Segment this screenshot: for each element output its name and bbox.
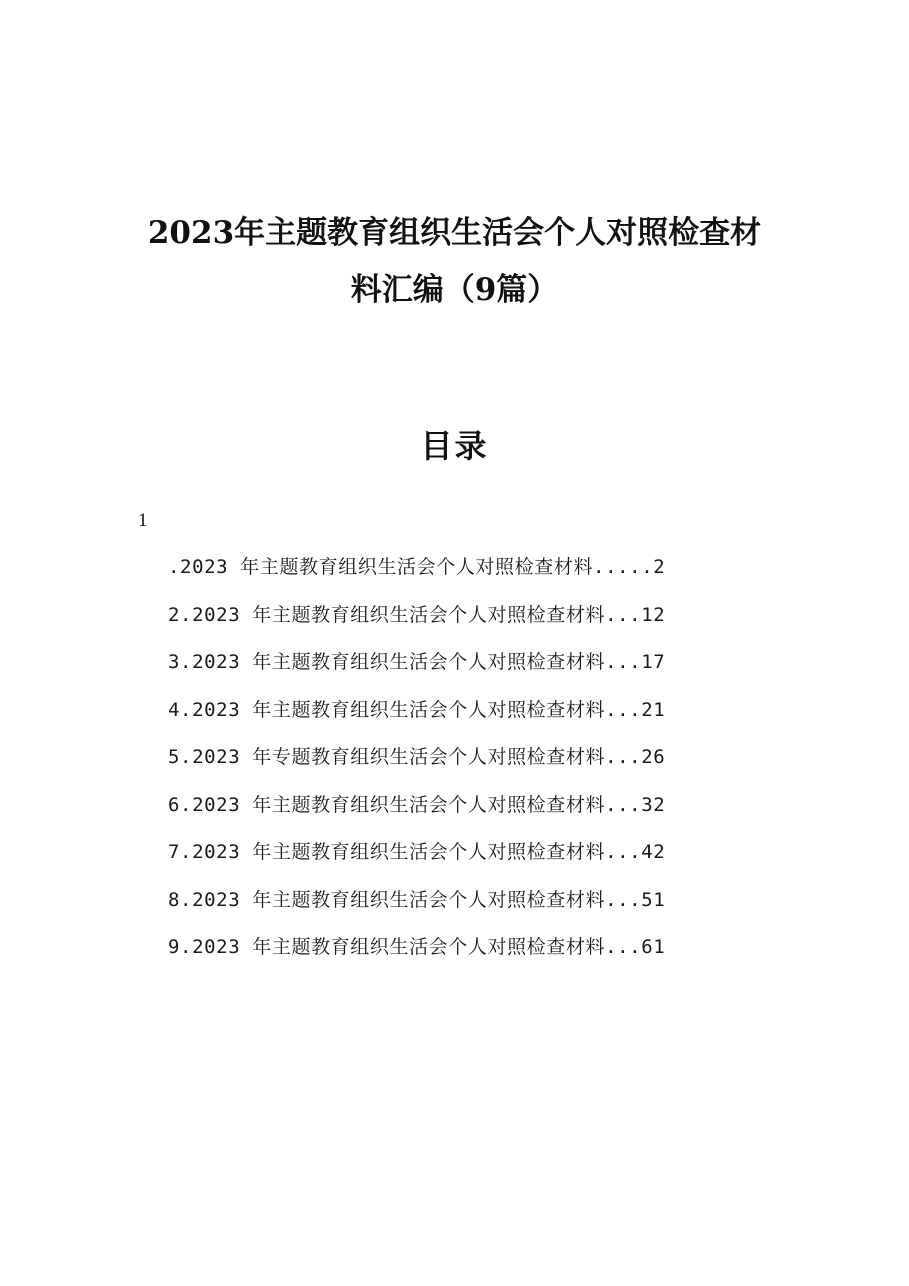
toc-entry-number: 4.	[168, 698, 193, 721]
document-title-line-2: 料汇编（9篇）	[350, 272, 559, 308]
toc-entry-leader: ...	[605, 793, 642, 816]
toc-entry-title: 2023 年专题教育组织生活会个人对照检查材料	[192, 746, 606, 768]
toc-entry-5[interactable]	[168, 739, 758, 787]
toc-entry-leader: ...	[605, 936, 642, 958]
toc-entry-leader: ...	[605, 603, 642, 626]
toc-heading: 目录	[420, 427, 489, 465]
toc-entry-title: 2023 年主题教育组织生活会个人对照检查材料	[192, 651, 606, 673]
toc-entry-number: .	[168, 556, 181, 578]
toc-entry-page: 21	[641, 698, 666, 721]
toc-entry-page: 42	[641, 841, 666, 863]
toc-entry-number: 7.	[168, 841, 193, 863]
toc-entry-number: 2.	[168, 603, 193, 626]
toc-entry-1[interactable]	[168, 549, 758, 597]
toc-entry-8[interactable]	[168, 882, 758, 930]
document-title-line-1: 2023年主题教育组织生活会个人对照检查材	[147, 215, 762, 251]
toc-entry-title: 2023 年主题教育组织生活会个人对照检查材料	[192, 698, 606, 721]
toc-entry-leader: ...	[605, 841, 642, 863]
toc-entry-title: 2023 年主题教育组织生活会个人对照检查材料	[192, 888, 606, 911]
toc-entry-page: 61	[641, 936, 666, 958]
list-number: 1	[138, 510, 148, 531]
toc-entry-7[interactable]	[168, 834, 758, 882]
toc-entry-4[interactable]	[168, 692, 758, 740]
toc-entry-leader: ...	[605, 651, 642, 673]
toc-entry-title: 2023 年主题教育组织生活会个人对照检查材料	[192, 936, 606, 958]
toc-entry-page: 12	[641, 603, 666, 626]
toc-entry-page: 51	[641, 888, 666, 911]
toc-entry-title: 2023 年主题教育组织生活会个人对照检查材料	[192, 603, 606, 626]
toc-entry-number: 8.	[168, 888, 193, 911]
toc-entry-title: 2023 年主题教育组织生活会个人对照检查材料	[192, 793, 606, 816]
toc-entry-number: 3.	[168, 651, 193, 673]
toc-entry-page: 2	[653, 556, 666, 578]
toc-entry-number: 5.	[168, 746, 193, 768]
toc-entry-number: 9.	[168, 936, 193, 958]
toc-entry-leader: ...	[605, 888, 642, 911]
toc-entry-9[interactable]	[168, 929, 758, 977]
toc-entry-page: 26	[641, 746, 666, 768]
table-of-contents	[168, 549, 758, 977]
toc-entry-2[interactable]	[168, 597, 758, 645]
toc-entry-leader: ...	[605, 698, 642, 721]
toc-entry-6[interactable]	[168, 787, 758, 835]
toc-entry-page: 32	[641, 793, 666, 816]
toc-entry-title: 2023 年主题教育组织生活会个人对照检查材料	[192, 841, 606, 863]
toc-entry-leader: .....	[593, 556, 654, 578]
toc-entry-number: 6.	[168, 793, 193, 816]
toc-entry-title: 2023 年主题教育组织生活会个人对照检查材料	[180, 556, 594, 578]
toc-entry-leader: ...	[605, 746, 642, 768]
toc-entry-page: 17	[641, 651, 666, 673]
toc-entry-3[interactable]	[168, 644, 758, 692]
